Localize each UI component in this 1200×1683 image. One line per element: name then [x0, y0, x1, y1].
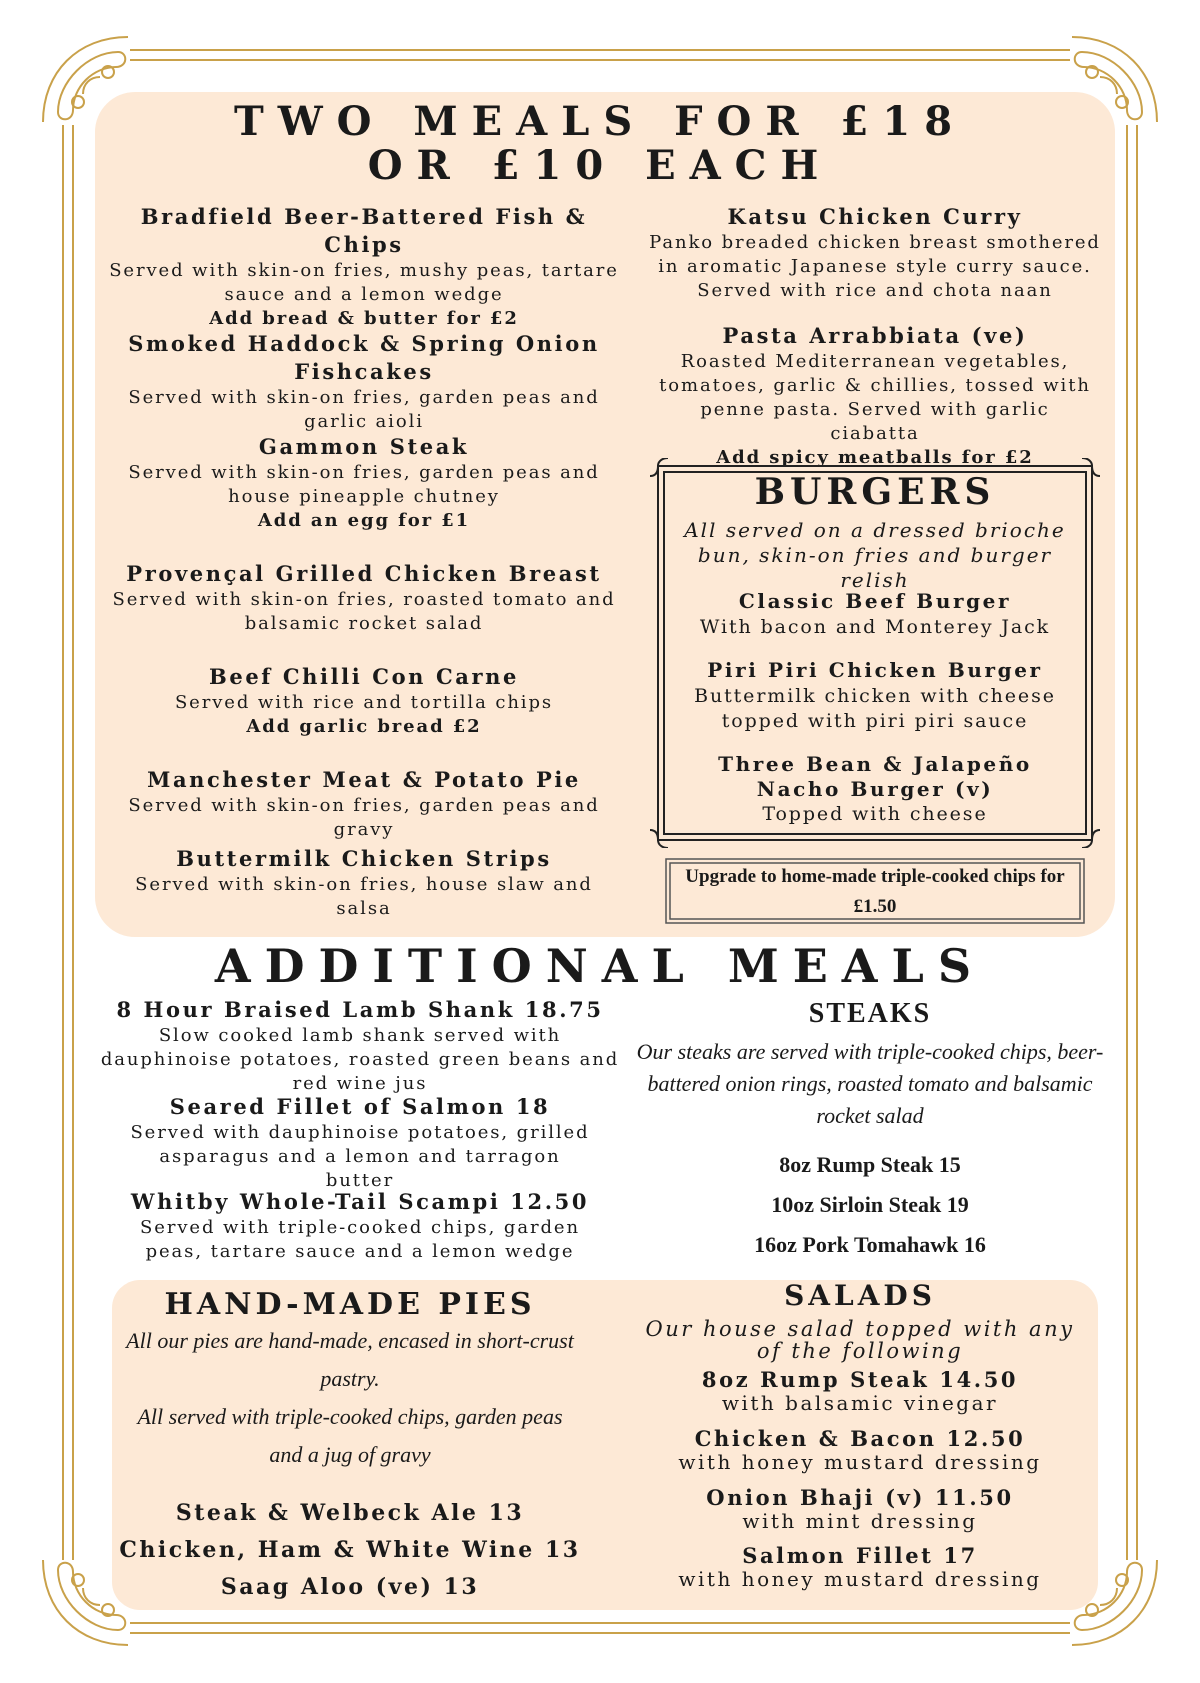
- menu-item: [104, 845, 624, 921]
- burger-item: [668, 656, 1082, 734]
- salad-desc: with mint dressing: [742, 1509, 978, 1533]
- item-desc: Served with dauphinoise potatoes, grilled asparagus and a lemon and tarragon butter: [130, 1122, 590, 1191]
- menu-item: [645, 203, 1105, 303]
- item-name: Manchester Meat & Potato Pie: [147, 767, 581, 792]
- burger-name: Classic Beef Burger: [738, 589, 1012, 613]
- item-desc: Served with skin-on fries, garden peas and house pineapple chutney: [128, 462, 600, 507]
- item-desc: Served with skin-on fries, house slaw and salsa: [135, 874, 593, 919]
- item-name: Pasta Arrabbiata (ve): [722, 323, 1028, 348]
- salad-name: Chicken & Bacon 12.50: [694, 1426, 1026, 1451]
- pie-item: Steak & Welbeck Ale 13: [175, 1500, 525, 1526]
- steaks-desc: Our steaks are served with triple-cooked chips, beer-battered onion rings, roasted tomato and balsamic rocket salad: [636, 1039, 1104, 1128]
- salad-desc: with balsamic vinegar: [721, 1391, 999, 1415]
- item-desc: Roasted Mediterranean vegetables, tomatoes, garlic & chillies, tossed with penne pasta. Served with garlic ciabatta: [659, 351, 1091, 444]
- menu-item: [100, 996, 620, 1096]
- menu-item: [104, 203, 624, 331]
- menu-item: [104, 330, 624, 434]
- menu-item: [104, 766, 624, 842]
- salad-item: [640, 1427, 1080, 1473]
- upgrade-note: Upgrade to home-made triple-cooked chips for £1.50: [685, 866, 1065, 917]
- menu-item: [655, 322, 1095, 470]
- item-desc: Served with skin-on fries, garden peas and gravy: [128, 795, 600, 840]
- salad-item: [640, 1486, 1080, 1532]
- pies-desc: All served with triple-cooked chips, garden peas and a jug of gravy: [137, 1404, 563, 1467]
- burger-desc: With bacon and Monterey Jack: [699, 616, 1051, 638]
- item-addon: Add an egg for £1: [257, 510, 471, 531]
- item-desc: Served with skin-on fries, garden peas and garlic aioli: [128, 387, 600, 432]
- item-name: Gammon Steak: [258, 434, 470, 459]
- item-name: Seared Fillet of Salmon 18: [169, 1094, 551, 1119]
- salad-item: [640, 1544, 1080, 1590]
- item-desc: Served with skin-on fries, roasted tomato and balsamic rocket salad: [112, 589, 616, 634]
- burger-item: [668, 587, 1082, 640]
- steak-item: 10oz Sirloin Steak 19: [771, 1192, 969, 1217]
- item-name: Bradfield Beer-Battered Fish & Chips: [140, 204, 588, 257]
- item-desc: Served with skin-on fries, mushy peas, tartare sauce and a lemon wedge: [109, 260, 619, 305]
- item-desc: Served with triple-cooked chips, garden peas, tartare sauce and a lemon wedge: [140, 1217, 580, 1262]
- additional-meals-title: ADDITIONAL MEALS: [214, 939, 986, 993]
- burger-desc: Topped with cheese: [762, 803, 988, 825]
- salad-name: Salmon Fillet 17: [742, 1543, 978, 1568]
- item-name: Smoked Haddock & Spring Onion Fishcakes: [128, 331, 600, 384]
- item-name: Whitby Whole-Tail Scampi 12.50: [130, 1189, 590, 1214]
- salad-item: [640, 1368, 1080, 1414]
- menu-item: [104, 663, 624, 739]
- item-desc: Panko breaded chicken breast smothered in aromatic Japanese style curry sauce. Served with rice and chota naan: [649, 232, 1101, 301]
- salads-desc: Our house salad topped with any of the following: [645, 1317, 1075, 1363]
- deal-title-line2: OR £10 EACH: [367, 142, 833, 189]
- item-name: Buttermilk Chicken Strips: [176, 846, 552, 871]
- item-desc: Slow cooked lamb shank served with dauphinoise potatoes, roasted green beans and red wine jus: [100, 1025, 620, 1094]
- pie-item: Saag Aloo (ve) 13: [220, 1574, 480, 1600]
- burger-item: [710, 752, 1040, 827]
- item-name: Beef Chilli Con Carne: [209, 664, 519, 689]
- salad-name: Onion Bhaji (v) 11.50: [706, 1485, 1014, 1510]
- burger-desc: Buttermilk chicken with cheese topped with piri piri sauce: [694, 685, 1056, 732]
- item-name: Provençal Grilled Chicken Breast: [126, 561, 602, 586]
- salad-desc: with honey mustard dressing: [678, 1567, 1042, 1591]
- steak-item: 16oz Pork Tomahawk 16: [754, 1232, 986, 1257]
- steak-item: 8oz Rump Steak 15: [779, 1152, 961, 1177]
- burgers-title: BURGERS: [754, 471, 996, 513]
- item-addon: Add bread & butter for £2: [209, 308, 519, 329]
- item-addon: Add spicy meatballs for £2: [716, 447, 1034, 468]
- item-name: 8 Hour Braised Lamb Shank 18.75: [116, 997, 604, 1022]
- menu-item: [104, 433, 624, 533]
- pies-title: HAND-MADE PIES: [164, 1287, 536, 1322]
- burgers-subtitle: All served on a dressed brioche bun, skin-on fries and burger relish: [684, 518, 1066, 592]
- burger-name: Three Bean & Jalapeño Nacho Burger (v): [718, 752, 1032, 801]
- deal-title-line1: TWO MEALS FOR £18: [233, 98, 967, 145]
- salad-desc: with honey mustard dressing: [678, 1450, 1042, 1474]
- item-desc: Served with rice and tortilla chips: [174, 692, 554, 713]
- salads-title: SALADS: [784, 1279, 936, 1312]
- menu-item: [120, 1188, 600, 1264]
- menu-item: [130, 1093, 590, 1193]
- burger-name: Piri Piri Chicken Burger: [707, 658, 1043, 682]
- menu-item: [104, 560, 624, 636]
- item-name: Katsu Chicken Curry: [727, 204, 1023, 229]
- deal-title: [200, 100, 1000, 188]
- steaks-title: STEAKS: [808, 998, 932, 1029]
- item-addon: Add garlic bread £2: [246, 716, 482, 737]
- pies-desc: All our pies are hand-made, encased in short-crust pastry.: [126, 1328, 574, 1391]
- salad-name: 8oz Rump Steak 14.50: [701, 1367, 1019, 1392]
- pie-item: Chicken, Ham & White Wine 13: [119, 1537, 581, 1563]
